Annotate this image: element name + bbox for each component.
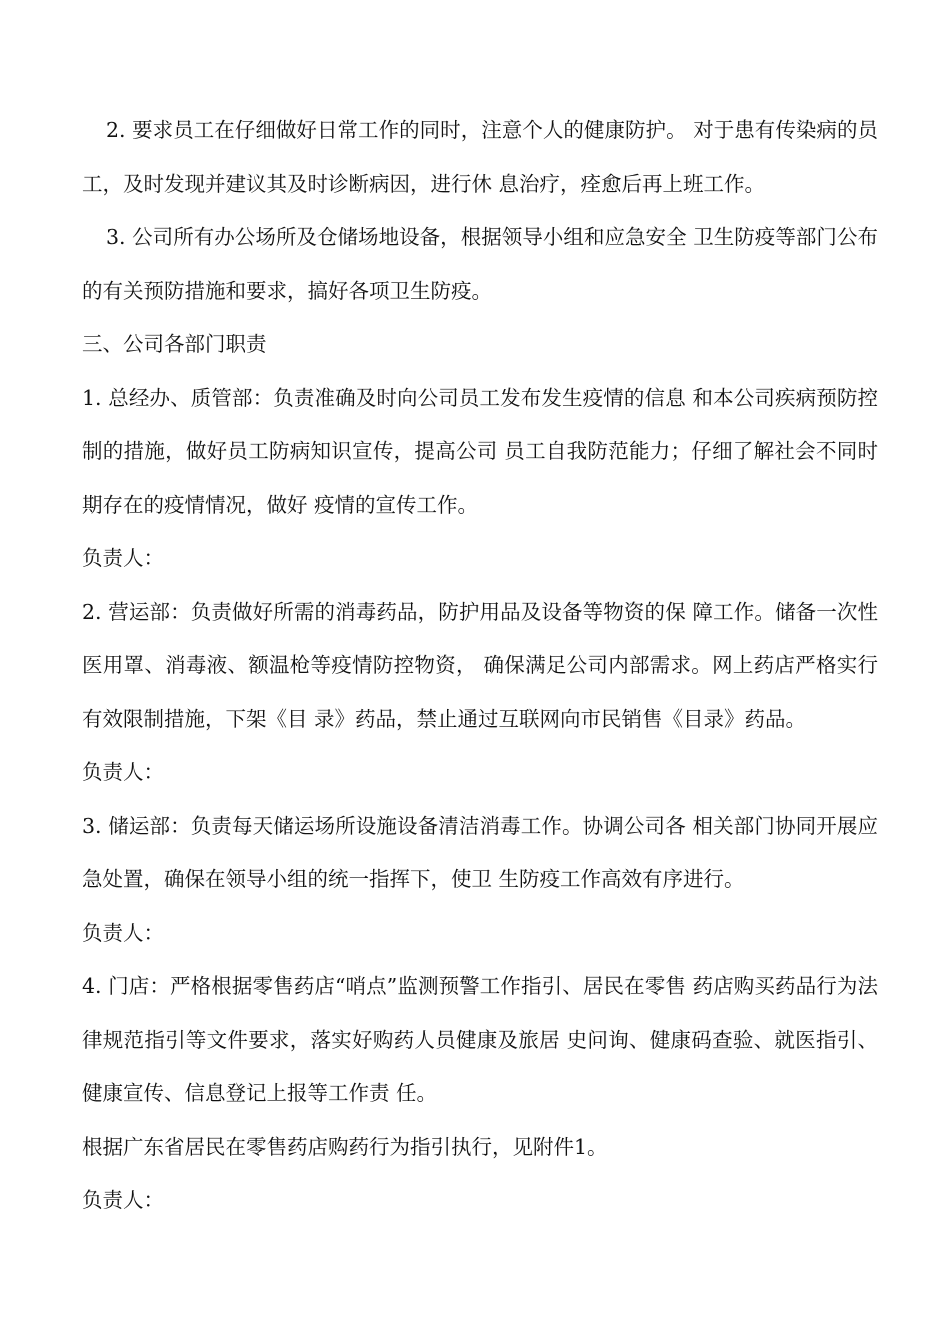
responsible-person-label: 负责人： <box>82 920 164 945</box>
paragraph-general-office-duties: 1. 总经办、质管部：负责准确及时向公司员工发布发生疫情的信息 和本公司疾病预防控制的措施，做好员工防病知识宣传，提高公司 员工自我防范能力；仔细了解社会不同时期存在的疫情情况，做好 疫情的宣传工作。 <box>82 385 878 517</box>
paragraph-storage-transport-duties: 3. 储运部：负责每天储运场所设施设备清洁消毒工作。协调公司各 相关部门协同开展应急处置，确保在领导小组的统一指挥下，使卫 生防疫工作高效有序进行。 <box>82 813 878 891</box>
paragraph-office-disinfection: 3. 公司所有办公场所及仓储场地设备，根据领导小组和应急安全 卫生防疫等部门公布的有关预防措施和要求，搞好各项卫生防疫。 <box>82 225 878 303</box>
section-heading-department-duties: 三、公司各部门职责 <box>82 332 267 356</box>
paragraph-employee-health: 2. 要求员工在仔细做好日常工作的同时，注意个人的健康防护。 对于患有传染病的员工，及时发现并建议其及时诊断病因，进行休 息治疗，痊愈后再上班工作。 <box>82 118 878 196</box>
paragraph-guideline-reference: 根据广东省居民在零售药店购药行为指引执行，见附件1。 <box>82 1134 608 1159</box>
responsible-person-label: 负责人： <box>82 1188 164 1212</box>
responsible-person-label: 负责人： <box>82 546 164 570</box>
paragraph-store-duties: 4. 门店：严格根据零售药店“哨点”监测预警工作指引、居民在零售 药店购买药品行为法律规范指引等文件要求，落实好购药人员健康及旅居 史问询、健康码查验、就医指引、健康宣传、信息登记上报等工作责 任。 <box>82 974 878 1105</box>
paragraph-operations-duties: 2. 营运部：负责做好所需的消毒药品，防护用品及设备等物资的保 障工作。储备一次性医用罩、消毒液、额温枪等疫情防控物资， 确保满足公司内部需求。网上药店严格实行有效限制措施，下架《目 录》药品，禁止通过互联网向市民销售《目录》药品。 <box>82 599 878 731</box>
responsible-person-label: 负责人： <box>82 760 164 784</box>
